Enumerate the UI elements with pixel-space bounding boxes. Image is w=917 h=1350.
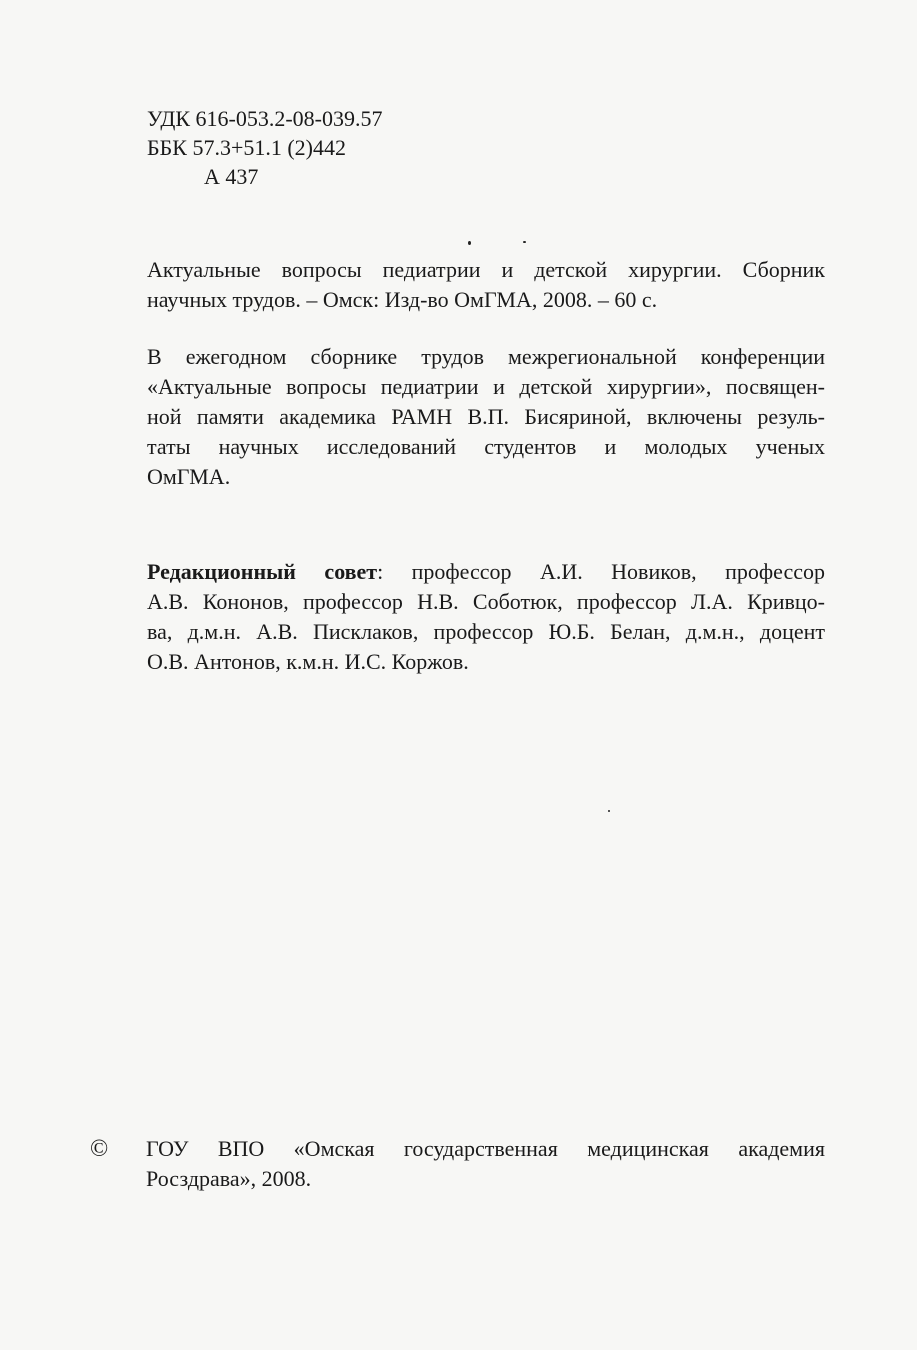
print-speck <box>523 241 526 243</box>
annotation-line: таты научных исследований студентов и молодых ученых <box>147 434 825 459</box>
editorial-board-line <box>147 557 825 587</box>
print-speck <box>608 810 610 812</box>
classification-codes <box>147 104 383 191</box>
annotation-line: «Актуальные вопросы педиатрии и детской хирургии», посвящен- <box>147 374 825 399</box>
description-line: Актуальные вопросы педиатрии и детской хирургии. Сборник <box>147 257 825 282</box>
print-speck <box>468 241 471 245</box>
bbk-code: ББК 57.3+51.1 (2)442 <box>147 135 346 160</box>
description-line: научных трудов. – Омск: Изд-во ОмГМА, 2008. – 60 с. <box>147 287 658 312</box>
copyright-icon: © <box>90 1136 109 1162</box>
editorial-board-line: ва, д.м.н. А.В. Писклаков, профессор Ю.Б. Белан, д.м.н., доцент <box>147 619 825 644</box>
editorial-board-line: А.В. Кононов, профессор Н.В. Соботюк, профессор Л.А. Кривцо- <box>147 589 825 614</box>
author-mark: А 437 <box>204 164 259 189</box>
bibliographic-description <box>147 255 825 315</box>
editorial-board <box>147 557 825 677</box>
copyright-line: ГОУ ВПО «Омская государственная медицинская академия <box>146 1136 825 1161</box>
annotation-line: В ежегодном сборнике трудов межрегиональной конференции <box>147 344 825 369</box>
udk-code: УДК 616-053.2-08-039.57 <box>147 106 383 131</box>
copyright-notice <box>90 1134 825 1194</box>
editorial-board-title: Редакционный совет <box>147 559 378 584</box>
annotation <box>147 342 825 492</box>
annotation-line: ной памяти академика РАМН В.П. Бисяриной, включены резуль- <box>147 404 825 429</box>
editorial-board-line: О.В. Антонов, к.м.н. И.С. Коржов. <box>147 649 469 674</box>
editorial-board-members: : профессор А.И. Новиков, профессор <box>377 559 825 584</box>
copyright-line: Росздрава», 2008. <box>146 1166 312 1191</box>
annotation-line: ОмГМА. <box>147 464 231 489</box>
